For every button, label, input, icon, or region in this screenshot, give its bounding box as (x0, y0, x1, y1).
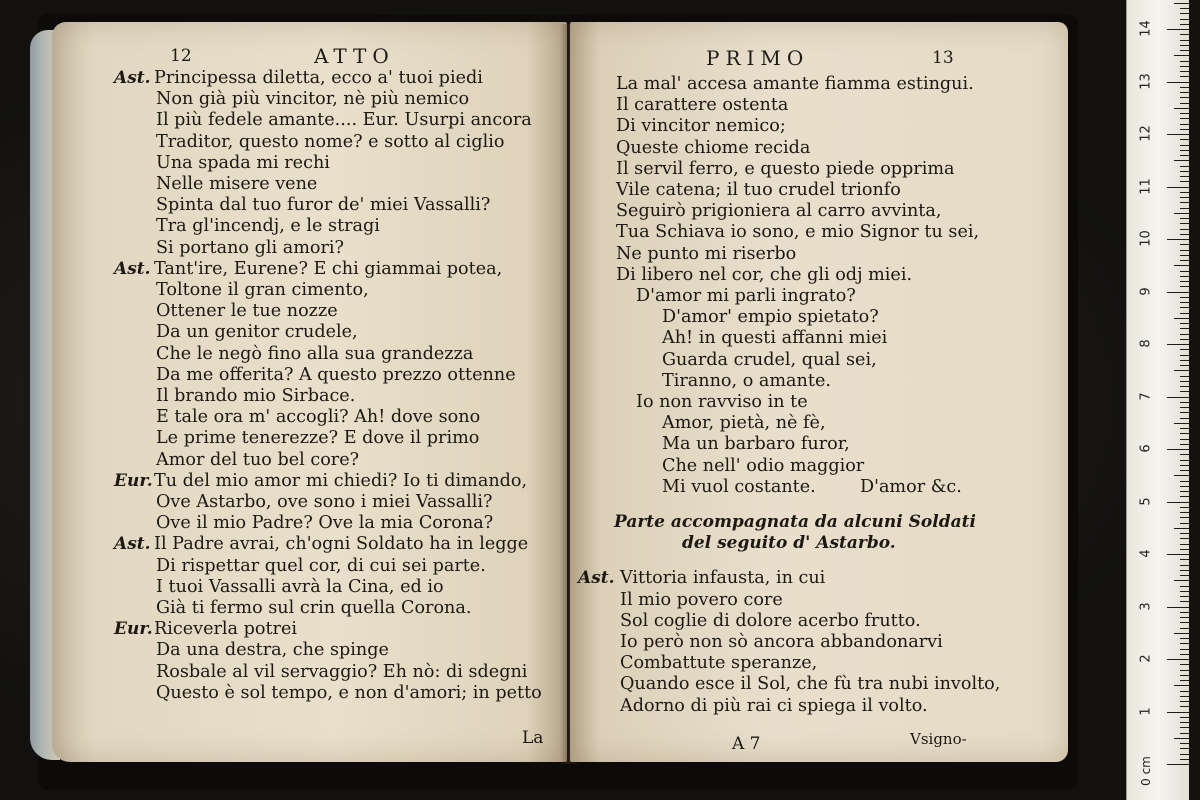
ruler-tick (1180, 517, 1189, 518)
ruler-tick (1180, 486, 1189, 487)
ruler-tick (1180, 402, 1189, 403)
ruler-tick (1180, 223, 1189, 224)
ruler-tick (1180, 244, 1189, 245)
ruler-tick (1180, 433, 1189, 434)
ruler-tick (1180, 328, 1189, 329)
speaker-label: Ast. (114, 258, 151, 279)
ruler-tick (1180, 496, 1189, 497)
right-line: Combattute speranze, (620, 653, 818, 674)
ruler-tick (1180, 145, 1189, 146)
ruler-tick (1167, 29, 1189, 30)
ruler-tick (1180, 192, 1189, 193)
ruler-tick (1174, 265, 1189, 266)
verse-text: Da una destra, che spinge (156, 640, 389, 661)
ruler-tick (1180, 150, 1189, 151)
stage-direction: del seguito d' Astarbo. (682, 533, 896, 554)
verse-text: Nelle misere vene (156, 174, 318, 194)
ruler-tick (1180, 218, 1189, 219)
ruler-tick (1174, 423, 1189, 424)
ruler-tick (1167, 607, 1189, 608)
ruler-tick (1167, 712, 1189, 713)
ruler-tick (1180, 286, 1189, 287)
verse-text: Ottener le tue nozze (156, 301, 338, 322)
ruler-tick (1180, 139, 1189, 140)
ruler-tick (1180, 565, 1189, 566)
ruler-tick (1180, 428, 1189, 429)
ruler-tick (1180, 628, 1189, 629)
ruler-tick (1180, 281, 1189, 282)
ruler-tick (1180, 34, 1189, 35)
ruler-tick (1180, 76, 1189, 77)
ruler-tick (1180, 355, 1189, 356)
ruler-tick (1167, 82, 1189, 83)
ruler-tick (1180, 129, 1189, 130)
ruler-tick (1180, 271, 1189, 272)
ruler-tick (1167, 292, 1189, 293)
ruler-tick (1180, 643, 1189, 644)
ruler-number: 5 (1138, 496, 1154, 506)
ruler-tick (1167, 449, 1189, 450)
ruler-tick (1174, 475, 1189, 476)
left-text-block (114, 68, 564, 758)
ruler-tick (1180, 559, 1189, 560)
right-page-number: 13 (932, 48, 954, 68)
aria-line: Tiranno, o amante. (662, 370, 831, 391)
verse-text: Ove il mio Padre? Ove la mia Corona? (156, 513, 494, 534)
left-running-head: ATTO (314, 44, 395, 68)
ruler-number: 6 (1138, 444, 1154, 453)
verse-text: Tant'ire, Eurene? E chi giammai potea, (154, 258, 503, 279)
ruler-tick (1180, 113, 1189, 114)
left-catchword: La (522, 728, 544, 748)
verse-text: Il più fedele amante.... Eur. Usurpi ancora (156, 110, 532, 131)
ruler-tick (1180, 680, 1189, 681)
ruler-tick (1180, 717, 1189, 718)
aria-line: Ah! in questi affanni miei (662, 328, 888, 349)
verse-text: Una spada mi rechi (156, 152, 330, 173)
ruler-tick (1180, 365, 1189, 366)
ruler-tick (1180, 601, 1189, 602)
right-line: Il carattere ostenta (616, 95, 789, 116)
ruler-tick (1180, 507, 1189, 508)
speaker-label: Ast. (114, 68, 151, 88)
ruler-tick (1180, 19, 1189, 20)
ruler-number: 10 (1138, 230, 1154, 247)
verse-text: Da un genitor crudele, (156, 322, 358, 343)
ruler-tick (1180, 622, 1189, 623)
ruler-tick (1180, 307, 1189, 308)
ruler-tick (1180, 376, 1189, 377)
ruler-tick (1180, 103, 1189, 104)
verse-text: Il Padre avrai, ch'ogni Soldato ha in legge (154, 534, 529, 555)
ruler-tick (1180, 40, 1189, 41)
right-running-head: PRIMO (706, 46, 810, 70)
aria-line: Mi vuol costante. (662, 476, 816, 497)
ruler-tick (1180, 696, 1189, 697)
speaker-label: Ast. (578, 568, 615, 589)
ruler-tick (1167, 344, 1189, 345)
ruler-tick (1180, 71, 1189, 72)
ruler-tick (1180, 460, 1189, 461)
ruler-tick (1180, 302, 1189, 303)
ruler-tick (1180, 92, 1189, 93)
ruler-tick (1180, 691, 1189, 692)
ruler-tick (1180, 166, 1189, 167)
verse-text: Spinta dal tuo furor de' miei Vassalli? (156, 195, 491, 216)
ruler-tick (1180, 538, 1189, 539)
ruler-tick (1180, 323, 1189, 324)
aria-line: Che nell' odio maggior (662, 455, 865, 476)
ruler-tick (1180, 155, 1189, 156)
ruler-number: 11 (1138, 177, 1154, 195)
ruler-tick (1174, 738, 1189, 739)
verse-text: Da me offerita? A questo prezzo ottenne (156, 364, 516, 385)
ruler-number: 1 (1138, 706, 1154, 716)
verse-text: Tra gl'incendj, e le stragi (156, 216, 380, 237)
ruler-tick (1174, 370, 1189, 371)
ruler-tick (1180, 759, 1189, 760)
right-line: Di vincitor nemico; (616, 116, 786, 137)
ruler-tick (1167, 239, 1189, 240)
aria-line: D'amor' empio spietato? (662, 307, 879, 328)
speaker-label: Eur. (114, 619, 153, 640)
aria-line: D'amor mi parli ingrato? (636, 286, 856, 306)
verse-text: Si portano gli amori? (156, 237, 344, 258)
ruler-tick (1180, 407, 1189, 408)
verse-text: Traditor, questo nome? e sotto al ciglio (156, 131, 505, 152)
ruler-tick (1180, 649, 1189, 650)
left-page (52, 22, 567, 762)
right-line: Sol coglie di dolore acerbo frutto. (620, 610, 921, 631)
ruler-tick (1180, 727, 1189, 728)
right-line: Vile catena; il tuo crudel trionfo (616, 180, 901, 200)
ruler-number: 14 (1138, 20, 1154, 37)
ruler-tick (1180, 722, 1189, 723)
ruler-tick (1180, 638, 1189, 639)
ruler-tick (1180, 706, 1189, 707)
verse-text: Già ti fermo sul crin quella Corona. (156, 598, 472, 618)
aria-line: Ma un barbaro furor, (662, 434, 850, 455)
ruler-tick (1180, 386, 1189, 387)
ruler-tick (1180, 8, 1189, 9)
verse-text: Riceverla potrei (154, 619, 297, 640)
ruler-tick (1180, 297, 1189, 298)
ruler-tick (1180, 260, 1189, 261)
verse-text: Il brando mio Sirbace. (156, 386, 356, 406)
ruler-tick (1180, 612, 1189, 613)
aria-line: Guarda crudel, qual sei, (662, 349, 877, 370)
ruler-tick (1167, 554, 1189, 555)
verse-text: Non già più vincitor, nè più nemico (156, 89, 470, 110)
ruler-tick (1167, 134, 1189, 135)
ruler-tick (1167, 659, 1189, 660)
ruler-tick (1180, 412, 1189, 413)
ruler-tick (1180, 229, 1189, 230)
da-capo-mark: D'amor &c. (860, 476, 962, 497)
ruler-unit-label: 0 cm (1139, 756, 1153, 786)
ruler-tick (1180, 255, 1189, 256)
ruler-tick (1180, 549, 1189, 550)
right-line: Di libero nel cor, che gli odj miei. (616, 264, 913, 285)
verse-text: Di rispettar quel cor, di cui sei parte. (156, 555, 486, 576)
right-line: Quando esce il Sol, che fù tra nubi involto, (620, 674, 1001, 695)
ruler-tick (1174, 580, 1189, 581)
ruler-tick (1180, 87, 1189, 88)
ruler-tick (1180, 181, 1189, 182)
ruler-tick (1167, 397, 1189, 398)
ruler-tick (1174, 55, 1189, 56)
ruler-tick (1174, 633, 1189, 634)
ruler-number: 4 (1138, 549, 1154, 558)
verse-text: Principessa diletta, ecco a' tuoi piedi (154, 68, 483, 88)
ruler-tick (1180, 591, 1189, 592)
verse-text: E tale ora m' accogli? Ah! dove sono (156, 407, 481, 428)
ruler-tick (1180, 360, 1189, 361)
ruler-tick (1180, 586, 1189, 587)
ruler-number: 13 (1138, 72, 1154, 90)
ruler-tick (1180, 465, 1189, 466)
right-line: Vittoria infausta, in cui (620, 568, 826, 589)
verse-text: Che le negò fino alla sua grandezza (156, 343, 474, 364)
stage-direction: Parte accompagnata da alcuni Soldati (614, 512, 976, 532)
ruler-tick (1180, 617, 1189, 618)
aria-line: Io non ravviso in te (636, 392, 808, 412)
ruler-tick (1180, 444, 1189, 445)
ruler-tick (1180, 13, 1189, 14)
ruler-tick (1174, 213, 1189, 214)
ruler-tick (1180, 197, 1189, 198)
ruler-tick (1180, 97, 1189, 98)
right-line: Il servil ferro, e questo piede opprima (616, 158, 955, 179)
ruler-tick (1167, 502, 1189, 503)
speaker-label: Ast. (114, 534, 151, 555)
ruler-tick (1180, 124, 1189, 125)
ruler-tick (1180, 544, 1189, 545)
ruler-tick (1180, 664, 1189, 665)
ruler-tick (1180, 339, 1189, 340)
ruler-tick (1180, 523, 1189, 524)
ruler-tick (1180, 512, 1189, 513)
ruler-tick (1180, 24, 1189, 25)
right-line: Il mio povero core (620, 589, 783, 610)
ruler-tick (1180, 61, 1189, 62)
ruler-number: 9 (1138, 286, 1154, 296)
ruler-tick (1180, 570, 1189, 571)
ruler-tick (1180, 250, 1189, 251)
right-page (570, 22, 1068, 762)
ruler-number: 2 (1138, 654, 1154, 663)
right-line: Tua Schiava io sono, e mio Signor tu sei, (616, 222, 980, 243)
ruler-tick (1180, 754, 1189, 755)
ruler-tick (1174, 685, 1189, 686)
ruler-tick (1174, 318, 1189, 319)
ruler-tick (1180, 654, 1189, 655)
ruler-number: 3 (1138, 601, 1154, 611)
verse-text: Le prime tenerezze? E dove il primo (156, 428, 480, 449)
right-line: Queste chiome recida (616, 137, 811, 158)
ruler-tick (1180, 234, 1189, 235)
ruler-tick (1180, 118, 1189, 119)
ruler-tick (1167, 764, 1189, 765)
measuring-ruler (1126, 0, 1189, 800)
ruler-tick (1180, 454, 1189, 455)
verse-text: Amor del tuo bel core? (156, 449, 360, 470)
right-line: Seguirò prigioniera al carro avvinta, (616, 201, 942, 222)
speaker-label: Eur. (114, 470, 153, 491)
ruler-tick (1180, 50, 1189, 51)
ruler-tick (1180, 208, 1189, 209)
ruler-tick (1180, 481, 1189, 482)
verse-text: Toltone il gran cimento, (156, 280, 369, 300)
ruler-tick (1180, 202, 1189, 203)
ruler-tick (1180, 470, 1189, 471)
ruler-tick (1180, 391, 1189, 392)
right-catchword: Vsigno- (910, 730, 967, 748)
ruler-tick (1180, 418, 1189, 419)
verse-text: I tuoi Vassalli avrà la Cina, ed io (156, 576, 444, 597)
ruler-tick (1180, 439, 1189, 440)
verse-text: Tu del mio amor mi chiedi? Io ti dimando, (154, 470, 528, 491)
left-page-number: 12 (170, 46, 192, 66)
ruler-tick (1180, 701, 1189, 702)
ruler-tick (1180, 276, 1189, 277)
ruler-number: 7 (1138, 391, 1154, 401)
right-line: Io però non sò ancora abbandonarvi (620, 632, 943, 652)
verse-text: Ove Astarbo, ove sono i miei Vassalli? (156, 492, 493, 512)
ruler-tick (1174, 3, 1189, 4)
ruler-tick (1180, 670, 1189, 671)
right-line: La mal' accesa amante fiamma estingui. (616, 74, 974, 94)
ruler-tick (1180, 748, 1189, 749)
right-text-block (570, 22, 1068, 762)
ruler-tick (1174, 528, 1189, 529)
ruler-tick (1180, 575, 1189, 576)
ruler-tick (1174, 160, 1189, 161)
ruler-tick (1180, 533, 1189, 534)
ruler-number: 12 (1138, 125, 1154, 142)
right-line: Adorno di più rai ci spiega il volto. (620, 695, 928, 716)
right-line: Ne punto mi riserbo (616, 243, 797, 264)
ruler-tick (1180, 381, 1189, 382)
ruler-tick (1180, 491, 1189, 492)
ruler-tick (1180, 313, 1189, 314)
verse-text: Questo è sol tempo, e non d'amori; in petto (156, 682, 542, 703)
ruler-tick (1180, 743, 1189, 744)
ruler-number: 8 (1138, 339, 1154, 348)
ruler-tick (1174, 108, 1189, 109)
verse-text: Rosbale al vil servaggio? Eh nò: di sdegni (156, 661, 528, 682)
ruler-tick (1180, 349, 1189, 350)
ruler-tick (1180, 45, 1189, 46)
ruler-tick (1180, 675, 1189, 676)
ruler-tick (1167, 187, 1189, 188)
aria-line: Amor, pietà, nè fè, (662, 413, 826, 434)
ruler-tick (1180, 171, 1189, 172)
signature-mark: A 7 (732, 734, 761, 754)
ruler-tick (1180, 176, 1189, 177)
ruler-tick (1180, 733, 1189, 734)
ruler-tick (1180, 334, 1189, 335)
ruler-tick (1180, 596, 1189, 597)
ruler-tick (1180, 66, 1189, 67)
